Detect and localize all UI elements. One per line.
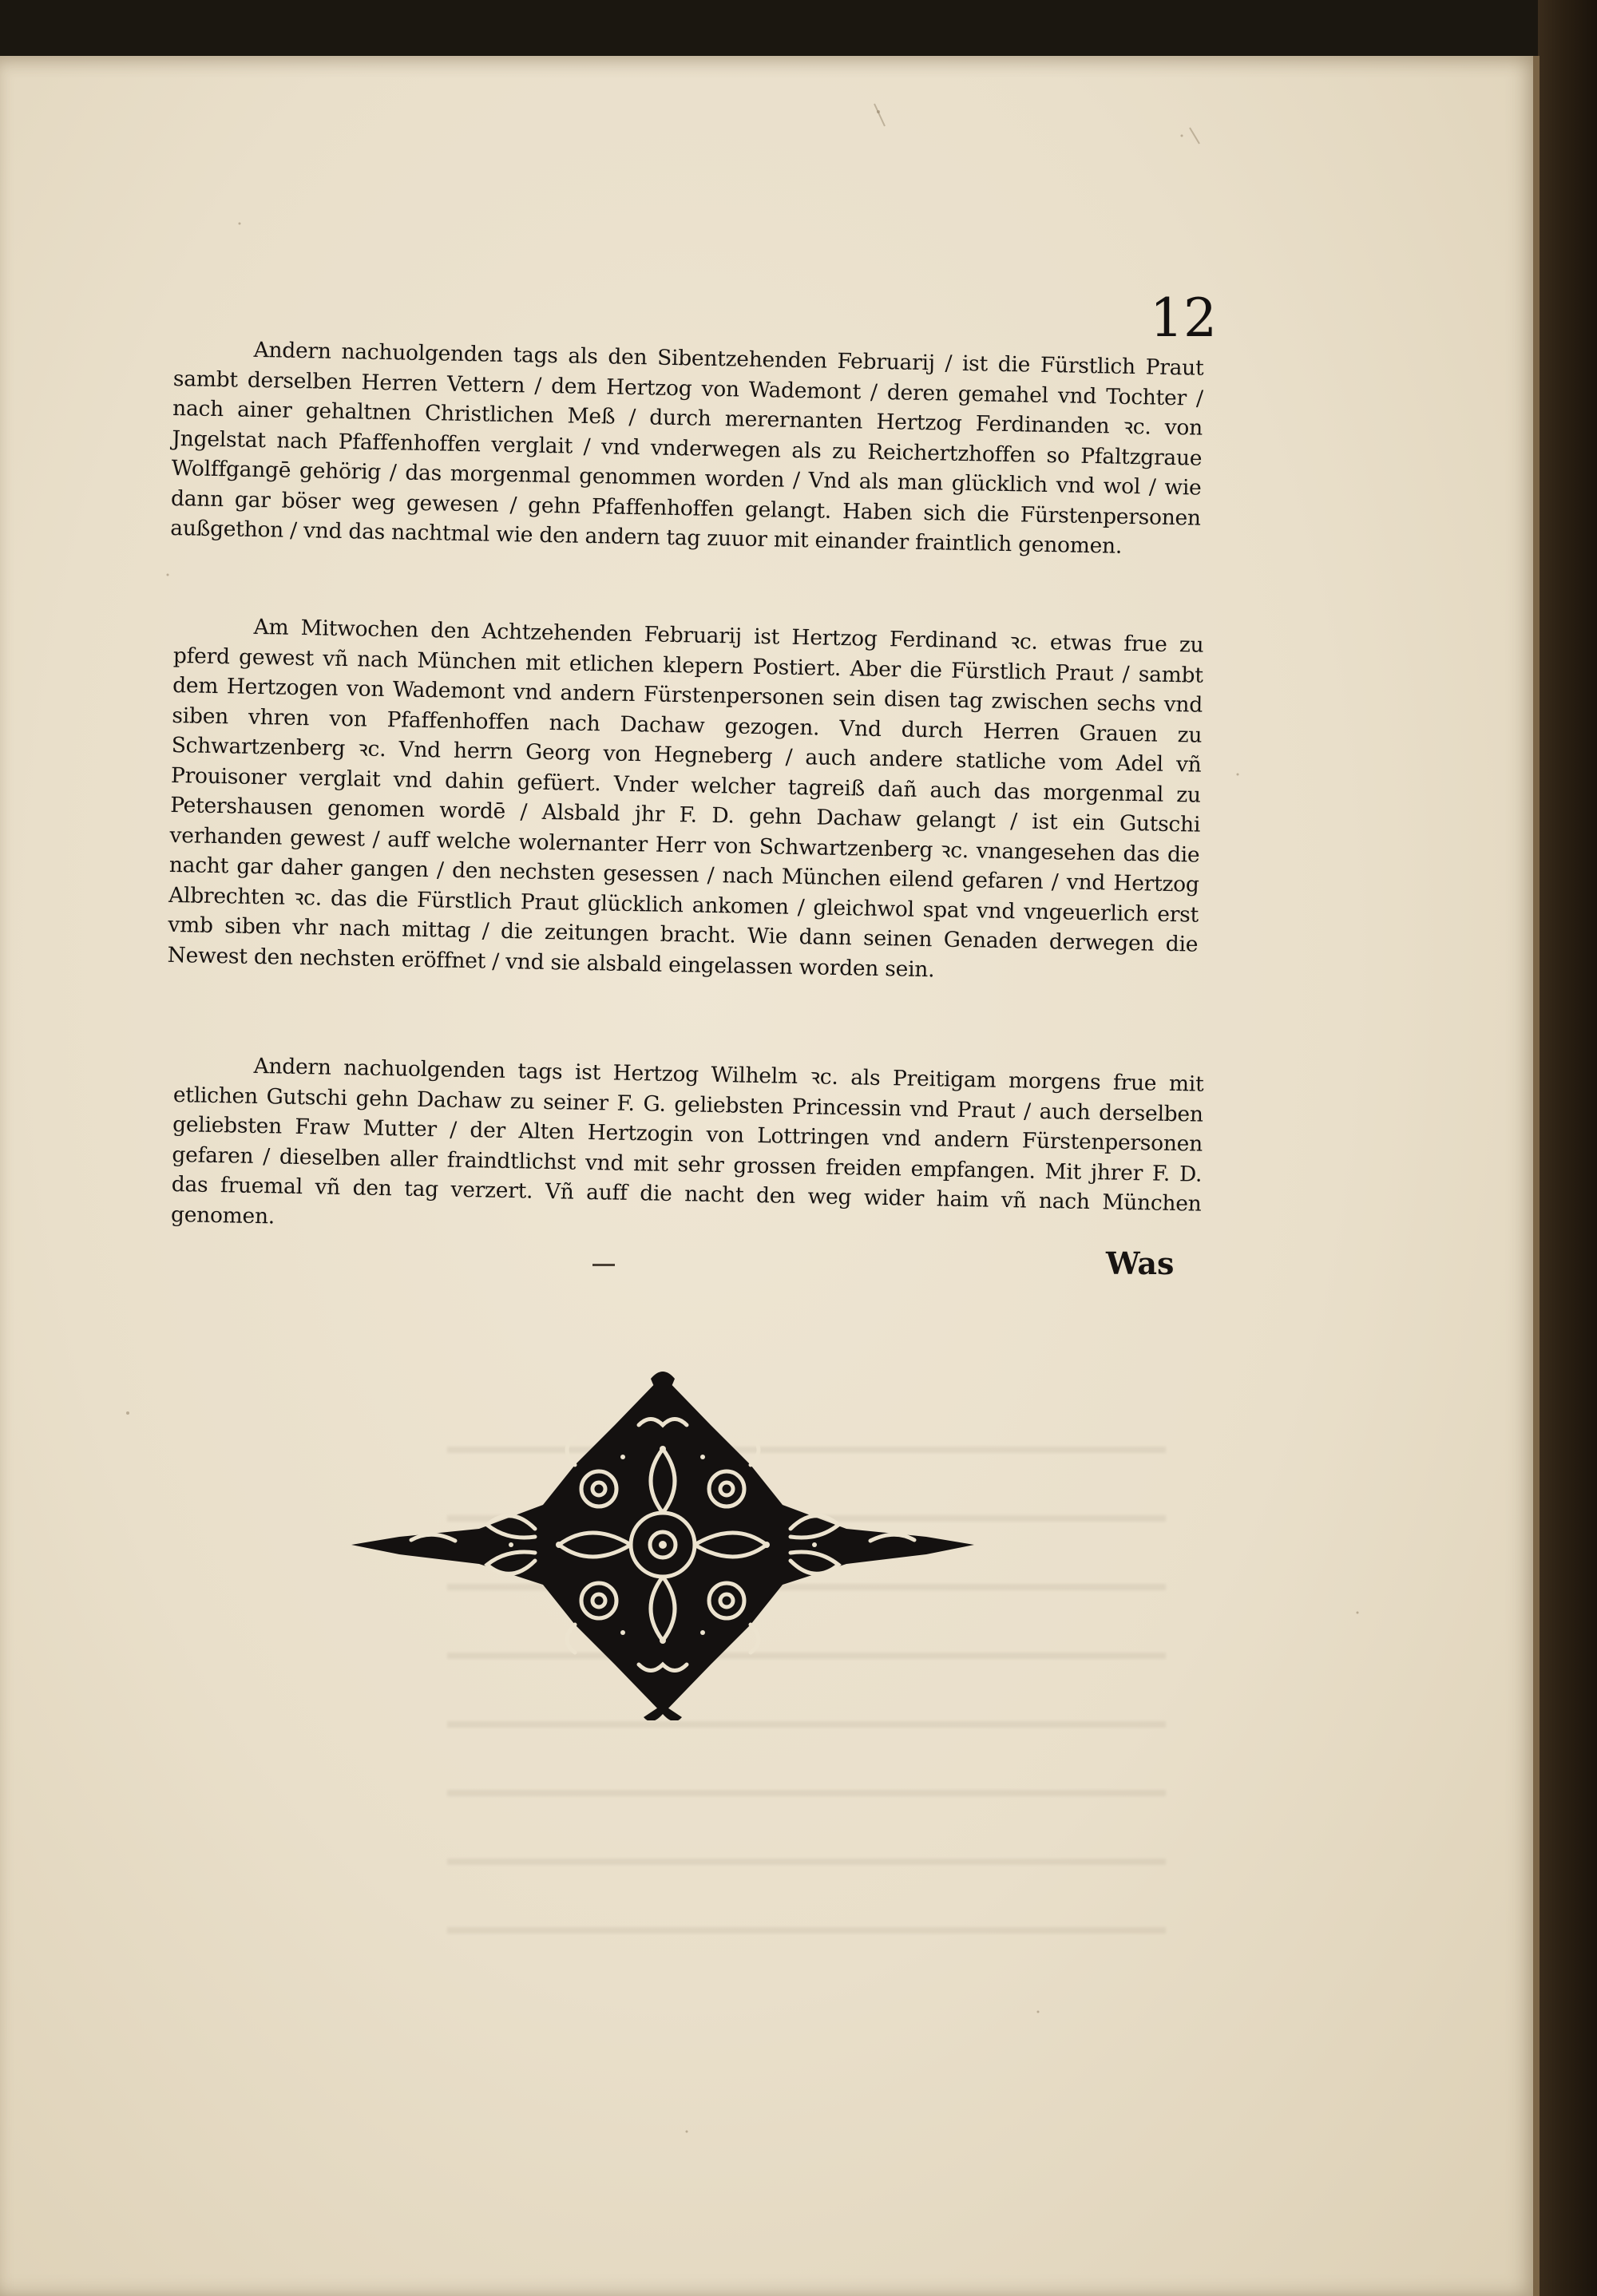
page-edge (1533, 56, 1540, 2296)
page-number: 12 (1150, 287, 1217, 349)
paragraph-3-text: Andern nachuolgenden tags ist Hertzog Wilhelm ꝛc. als Preitigam morgens frue mit etlichen Gutschi gehn Dachaw zu seiner F. G. geliebsten Princessin vnd Praut / auch derselben geliebsten Fraw Mutter / der Alten Hertzogin von Lottringen vnd andern Fürstenpersonen gefaren / dieselben aller fraindtlichst vnd mit sehr grossen freiden empfangen. Mit jhrer F. D. das fruemal vñ den tag verzert. Vñ auff die nacht den weg wider haim vñ nach München genomen. (170, 1053, 1204, 1229)
paragraph-1-text: Andern nachuolgenden tags als den Sibentzehenden Februarij / ist die Fürstlich Praut sambt derselben Herren Vettern / dem Hertzog von Wademont / deren gemahel vnd Tochter / nach ainer gehaltnen Christlichen Meß / durch merernanten Hertzog Ferdinanden ꝛc. von Jngelstat nach Pfaffenhoffen verglait / vnd vnderwegen als zu Reichertzhoffen so Pfaltzgraue Wolffgangē gehörig / das morgenmal genommen worden / Vnd als man glücklich vnd wol / wie dann gar böser weg gewesen / gehn Pfaffenhoffen gelangt. Haben sich die Fürstenpersonen außgethon / vnd das nachtmal wie den andern tag zuuor mit einander fraintlich genomen. (170, 337, 1204, 559)
paragraph-2 (167, 611, 1203, 990)
paragraph-3 (171, 1050, 1204, 1249)
paragraph-1 (170, 334, 1204, 563)
catchword: Was (1106, 1245, 1175, 1281)
book-spine (1538, 0, 1597, 2296)
printer-mark (592, 1264, 615, 1266)
floral-tailpiece-ornament (335, 1369, 990, 1720)
paragraph-2-text: Am Mitwochen den Achtzehenden Februarij ist Hertzog Ferdinand ꝛc. etwas frue zu pferd gewest vñ nach München mit etlichen klepern Postiert. Aber die Fürstlich Praut / sambt dem Hertzogen von Wademont vnd andern Fürstenpersonen sein disen tag zwischen sechs vnd siben vhren von Pfaffenhoffen nach Dachaw gezogen. Vnd durch Herren Grauen zu Schwartzenberg ꝛc. Vnd herrn Georg von Hegneberg / auch andere statliche vom Adel vñ Prouisoner verglait vnd dahin gefüert. Vnder welcher tagreiß dañ auch das morgenmal zu Petershausen genomen wordē / Alsbald jhr F. D. gehn Dachaw gelangt / ist ein Gutschi verhanden gewest / auff welche wolernanter Herr von Schwartzenberg ꝛc. vnangesehen das die nacht gar daher gangen / den nechsten gesessen / nach München eilend gefaren / vnd Hertzog Albrechten ꝛc. das die Fürstlich Praut glücklich ankomen / gleichwol spat vnd vngeuerlich erst vmb siben vhr nach mittag / die zeitungen bracht. Wie dann seinen Genaden derwegen die Newest den nechsten eröffnet / vnd sie alsbald eingelassen worden sein. (167, 614, 1204, 982)
